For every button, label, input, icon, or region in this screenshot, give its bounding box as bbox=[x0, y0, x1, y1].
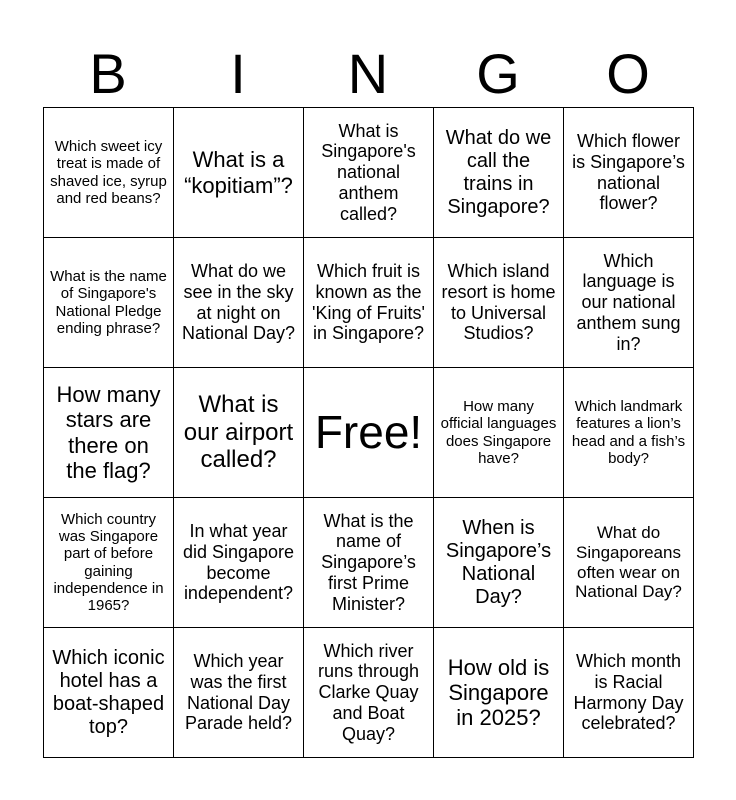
bingo-cell[interactable]: Which landmark features a lion’s head and a fish’s body? bbox=[564, 368, 694, 498]
bingo-cell[interactable]: How many stars are there on the flag? bbox=[44, 368, 174, 498]
bingo-cell[interactable]: Which language is our national anthem sung in? bbox=[564, 238, 694, 368]
board-row-1 bbox=[44, 108, 694, 238]
bingo-cell[interactable]: What is the name of Singapore’s first Prime Minister? bbox=[304, 498, 434, 628]
bingo-cell[interactable]: How many official languages does Singapore have? bbox=[434, 368, 564, 498]
bingo-cell[interactable]: Which fruit is known as the 'King of Fruits' in Singapore? bbox=[304, 238, 434, 368]
bingo-cell[interactable]: Which river runs through Clarke Quay and Boat Quay? bbox=[304, 628, 434, 758]
bingo-cell[interactable]: What is our airport called? bbox=[174, 368, 304, 498]
bingo-cell[interactable]: Which sweet icy treat is made of shaved ice, syrup and red beans? bbox=[44, 108, 174, 238]
board-row-5 bbox=[44, 628, 694, 758]
bingo-board bbox=[43, 107, 694, 758]
header-letter-b: B bbox=[89, 42, 127, 105]
board-row-3 bbox=[44, 368, 694, 498]
bingo-cell[interactable]: What is Singapore's national anthem called? bbox=[304, 108, 434, 238]
board-row-2 bbox=[44, 238, 694, 368]
header-letter-g: G bbox=[476, 42, 520, 105]
bingo-header bbox=[43, 40, 693, 108]
header-letter-o: O bbox=[606, 42, 650, 105]
header-letter-i: I bbox=[230, 42, 246, 105]
bingo-cell[interactable]: Which island resort is home to Universal Studios? bbox=[434, 238, 564, 368]
bingo-cell[interactable]: Which country was Singapore part of before gaining independence in 1965? bbox=[44, 498, 174, 628]
bingo-cell[interactable]: What do we see in the sky at night on National Day? bbox=[174, 238, 304, 368]
bingo-cell[interactable]: What is a “kopitiam”? bbox=[174, 108, 304, 238]
bingo-cell[interactable]: Which iconic hotel has a boat-shaped top? bbox=[44, 628, 174, 758]
board-row-4 bbox=[44, 498, 694, 628]
bingo-cell[interactable]: When is Singapore’s National Day? bbox=[434, 498, 564, 628]
bingo-cell[interactable]: What do we call the trains in Singapore? bbox=[434, 108, 564, 238]
header-letter-n: N bbox=[347, 42, 389, 105]
free-space-cell[interactable]: Free! bbox=[304, 368, 434, 498]
bingo-cell[interactable]: What is the name of Singapore's National Pledge ending phrase? bbox=[44, 238, 174, 368]
bingo-cell[interactable]: In what year did Singapore become independent? bbox=[174, 498, 304, 628]
bingo-cell[interactable]: Which year was the first National Day Parade held? bbox=[174, 628, 304, 758]
bingo-cell[interactable]: Which month is Racial Harmony Day celebrated? bbox=[564, 628, 694, 758]
bingo-cell[interactable]: What do Singaporeans often wear on National Day? bbox=[564, 498, 694, 628]
bingo-cell[interactable]: Which flower is Singapore’s national flower? bbox=[564, 108, 694, 238]
bingo-cell[interactable]: How old is Singapore in 2025? bbox=[434, 628, 564, 758]
